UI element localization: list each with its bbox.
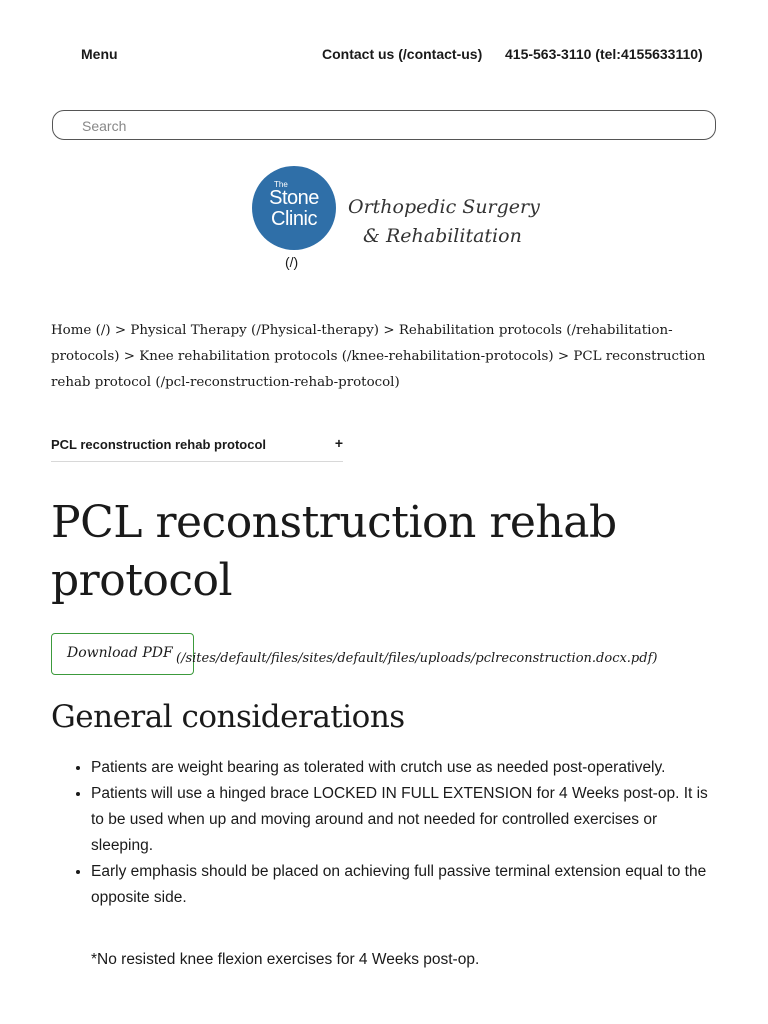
contact-link[interactable]: Contact us (/contact-us)	[322, 46, 483, 62]
search-box	[52, 110, 716, 140]
accordion-label: PCL reconstruction rehab protocol	[51, 437, 267, 452]
general-considerations-heading: General considerations	[51, 699, 405, 735]
breadcrumb-separator: >	[383, 323, 395, 338]
list-item: • Patients will use a hinged brace LOCKED IN FULL EXTENSION for 4 Weeks post-op. It is to be used when up and moving around and not needed for controlled exercises or sleeping.	[91, 781, 723, 859]
expand-plus-icon[interactable]: +	[334, 435, 343, 451]
download-pdf-label: Download PDF	[67, 645, 173, 661]
stone-clinic-logo-icon	[252, 166, 336, 250]
top-bar	[0, 46, 768, 68]
breadcrumb-separator: >	[123, 349, 135, 364]
logo-clinic-text: Clinic	[271, 208, 317, 230]
list-item: • Early emphasis should be placed on achieving full passive terminal extension equal to the opposite side.	[91, 859, 723, 911]
flexion-note: *No resisted knee flexion exercises for 4 Weeks post-op.	[91, 951, 480, 968]
list-item: • Patients are weight bearing as tolerated with crutch use as needed post-operatively.	[91, 755, 723, 781]
breadcrumb-physical-therapy[interactable]: Physical Therapy (/Physical-therapy)	[130, 323, 380, 338]
search-input[interactable]	[82, 117, 682, 135]
phone-link[interactable]: 415-563-3110 (tel:4155633110)	[505, 46, 703, 62]
breadcrumb-separator: >	[114, 323, 127, 338]
section-accordion[interactable]	[51, 434, 343, 462]
logo-stone-text: Stone	[269, 187, 319, 209]
breadcrumb-separator: >	[557, 349, 570, 364]
breadcrumb-pcl-reconstruction[interactable]: PCL reconstruction rehab protocol (/pcl-reconstruction-rehab-protocol)	[51, 349, 706, 390]
breadcrumb-rehabilitation-protocols[interactable]: Rehabilitation protocols (/rehabilitation-protocols)	[51, 323, 673, 364]
logo-link-target[interactable]: (/)	[285, 254, 299, 270]
logo-the-text: The	[274, 180, 288, 189]
logo-tagline-line-1: Orthopedic Surgery	[348, 196, 540, 218]
download-pdf-link-target[interactable]: (/sites/default/files/sites/default/files/uploads/pclreconstruction.docx.pdf)	[176, 651, 658, 666]
breadcrumb	[51, 318, 715, 396]
breadcrumb-home[interactable]: Home (/)	[51, 323, 111, 338]
considerations-list	[51, 755, 723, 911]
download-pdf-button[interactable]	[51, 633, 194, 675]
menu-button[interactable]: Menu	[81, 46, 118, 62]
logo-tagline-line-2: & Rehabilitation	[363, 225, 522, 247]
page-title: PCL reconstruction rehab protocol	[51, 497, 617, 606]
breadcrumb-knee-rehabilitation-protocols[interactable]: Knee rehabilitation protocols (/knee-rehabilitation-protocols)	[139, 349, 554, 364]
